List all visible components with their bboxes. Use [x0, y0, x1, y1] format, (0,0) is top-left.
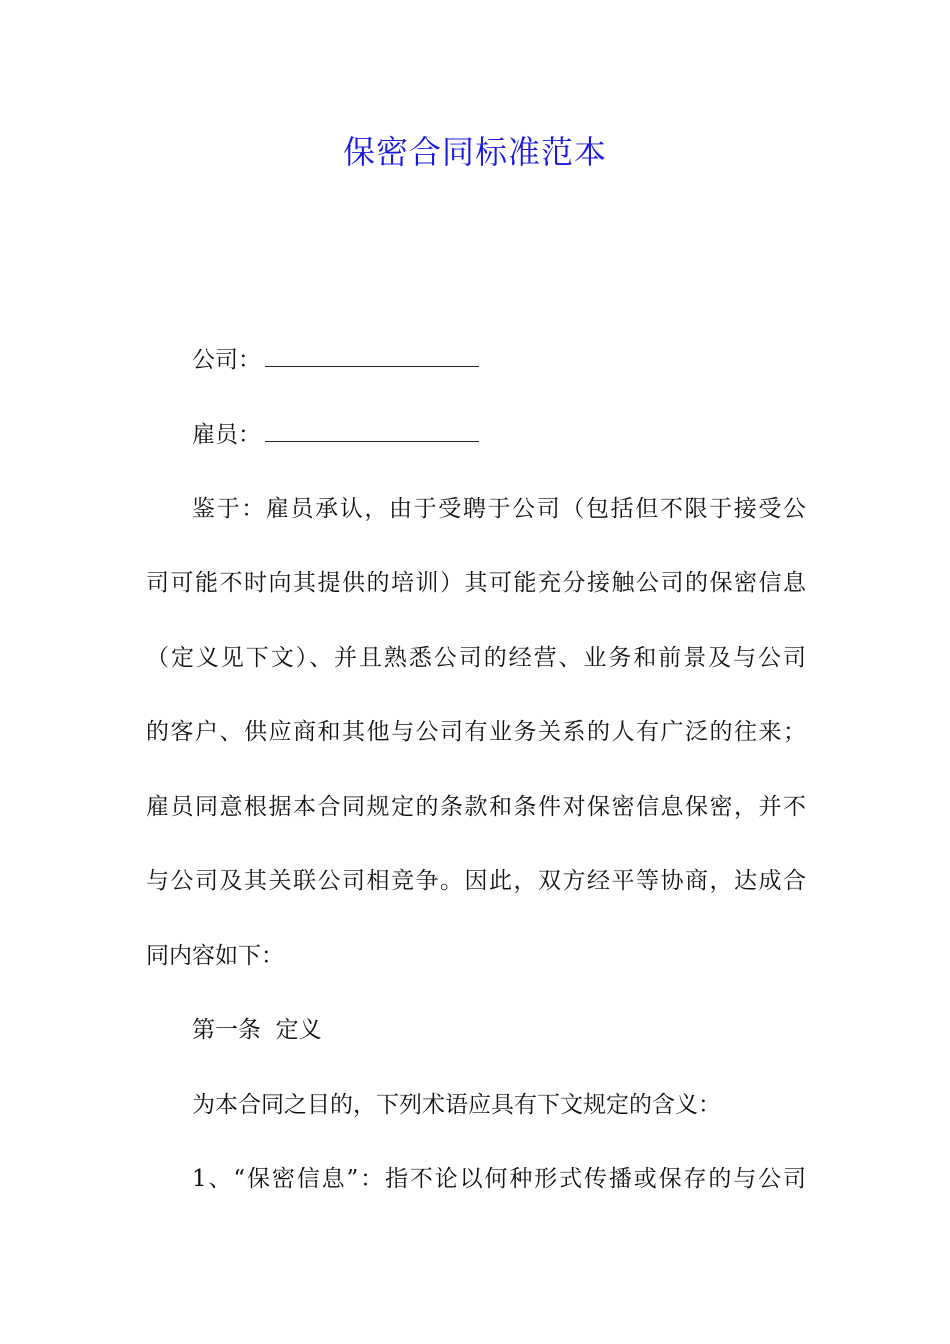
company-field: [192, 343, 479, 377]
paragraph-line: 与公司及其关联公司相竞争。因此，双方经平等协商，达成合: [146, 868, 806, 894]
employee-blank: [265, 421, 479, 442]
company-label: 公司：: [192, 347, 261, 373]
paragraph-line: 司可能不时向其提供的培训）其可能充分接触公司的保密信息: [146, 570, 806, 596]
paragraph-line: 雇员同意根据本合同规定的条款和条件对保密信息保密，并不: [146, 794, 806, 820]
definition-intro: 为本合同之目的，下列术语应具有下文规定的含义：: [192, 1092, 721, 1118]
definition-item-1: 1、“保密信息”：指不论以何种形式传播或保存的与公司: [192, 1166, 806, 1192]
employee-field: [192, 418, 479, 452]
article-heading: 第一条 定义: [192, 1017, 322, 1043]
employee-label: 雇员：: [192, 422, 261, 448]
paragraph-line: 同内容如下：: [146, 943, 284, 969]
document-title: 保密合同标准范本: [342, 133, 607, 171]
company-blank: [265, 346, 479, 367]
paragraph-line: 鉴于：雇员承认，由于受聘于公司（包括但不限于接受公: [192, 496, 806, 522]
paragraph-line: （定义见下文）、并且熟悉公司的经营、业务和前景及与公司: [146, 645, 806, 671]
paragraph-line: 的客户、供应商和其他与公司有业务关系的人有广泛的往来；: [146, 719, 806, 745]
